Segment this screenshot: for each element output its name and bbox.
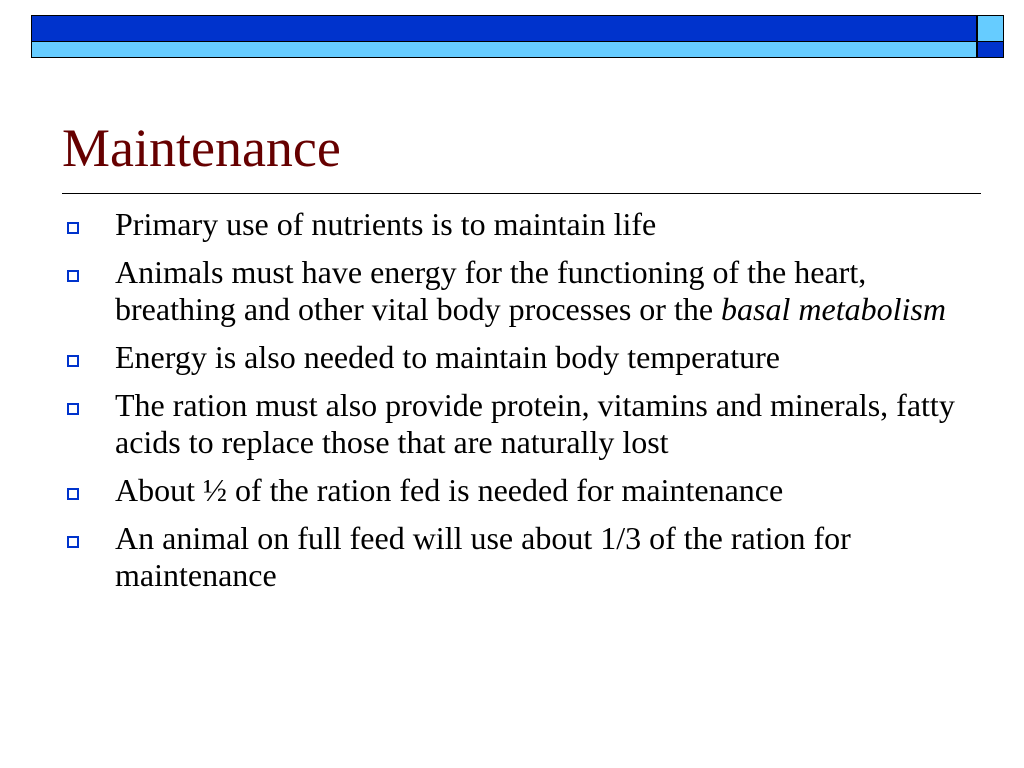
- bullet-italic-term: basal metabolism: [721, 291, 946, 327]
- hollow-square-icon: [67, 488, 79, 500]
- title-divider: [62, 193, 981, 194]
- bullet-item: [62, 339, 982, 376]
- header-corner-square-dark: [977, 41, 1004, 58]
- hollow-square-icon: [67, 536, 79, 548]
- bullet-item: [62, 520, 982, 594]
- bullet-text: The ration must also provide protein, vitamins and minerals, fatty acids to replace those that are naturally lost: [115, 387, 955, 460]
- slide-title: Maintenance: [62, 118, 341, 178]
- bullet-text: Energy is also needed to maintain body temperature: [115, 339, 780, 375]
- bullet-item: [62, 254, 982, 328]
- bullet-item: [62, 206, 982, 243]
- bullet-item: [62, 387, 982, 461]
- header-band-light: [31, 41, 977, 58]
- hollow-square-icon: [67, 222, 79, 234]
- hollow-square-icon: [67, 355, 79, 367]
- bullet-text: Primary use of nutrients is to maintain life: [115, 206, 657, 242]
- hollow-square-icon: [67, 403, 79, 415]
- hollow-square-icon: [67, 270, 79, 282]
- header-band-dark: [31, 15, 977, 42]
- bullet-item: [62, 472, 982, 509]
- bullet-list: [62, 206, 982, 605]
- bullet-text: An animal on full feed will use about 1/3 of the ration for maintenance: [115, 520, 851, 593]
- bullet-text: Animals must have energy for the functioning of the heart, breathing and other vital body processes or the: [115, 254, 867, 327]
- header-corner-square-light: [977, 15, 1004, 42]
- bullet-text: About ½ of the ration fed is needed for maintenance: [115, 472, 784, 508]
